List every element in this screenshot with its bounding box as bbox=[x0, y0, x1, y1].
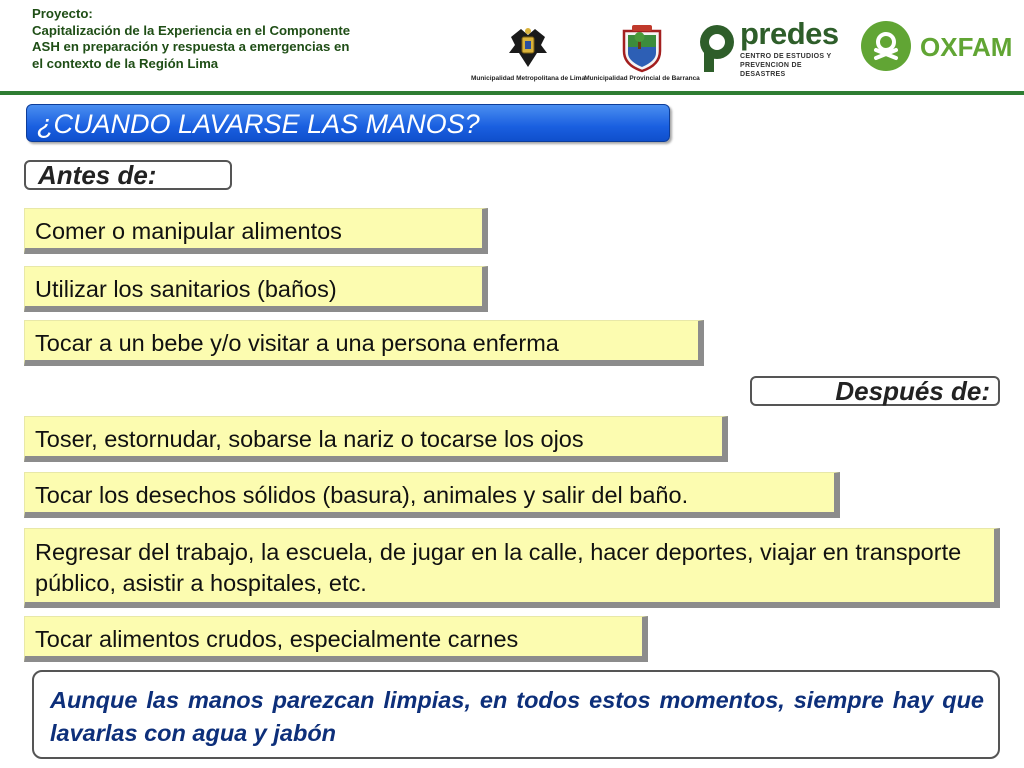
predes-name: predes bbox=[740, 16, 839, 51]
page-title: ¿CUANDO LAVARSE LAS MANOS? bbox=[26, 104, 670, 142]
reminder-note: Aunque las manos parezcan limpias, en todos estos momentos, siempre hay que lavarlas con agua y jabón bbox=[32, 670, 1000, 759]
before-item-eat: Comer o manipular alimentos bbox=[24, 208, 488, 254]
barranca-caption: Municipalidad Provincial de Barranca bbox=[584, 75, 700, 82]
barranca-logo bbox=[584, 20, 700, 82]
after-item-raw-food: Tocar alimentos crudos, especialmente carnes bbox=[24, 616, 648, 662]
before-item-baby: Tocar a un bebe y/o visitar a una persona enferma bbox=[24, 320, 704, 366]
after-item-cough: Toser, estornudar, sobarse la nariz o tocarse los ojos bbox=[24, 416, 728, 462]
after-item-waste: Tocar los desechos sólidos (basura), animales y salir del baño. bbox=[24, 472, 840, 518]
predes-logo bbox=[696, 16, 846, 78]
lima-logo bbox=[470, 20, 586, 82]
oxfam-logo bbox=[860, 20, 1020, 72]
project-description bbox=[32, 6, 432, 72]
predes-subtitle bbox=[740, 52, 846, 79]
barranca-shield-icon bbox=[618, 23, 666, 73]
project-line: el contexto de la Región Lima bbox=[32, 55, 219, 71]
predes-subtitle-line: PREVENCION DE DESASTRES bbox=[740, 62, 802, 78]
predes-subtitle-line: CENTRO DE ESTUDIOS Y bbox=[740, 53, 832, 60]
after-label: Después de: bbox=[750, 376, 1000, 406]
project-line: ASH en preparación y respuesta a emergencias en bbox=[32, 39, 350, 54]
lima-crest-icon bbox=[503, 23, 553, 73]
before-label: Antes de: bbox=[24, 160, 232, 190]
predes-mark-icon bbox=[696, 22, 738, 74]
oxfam-mark-icon bbox=[860, 20, 912, 72]
before-item-toilet: Utilizar los sanitarios (baños) bbox=[24, 266, 488, 312]
after-item-return: Regresar del trabajo, la escuela, de jugar en la calle, hacer deportes, viajar en transporte público, asistir a hospitales, etc. bbox=[24, 528, 1000, 608]
project-line: Capitalización de la Experiencia en el Componente bbox=[32, 22, 351, 38]
oxfam-name: OXFAM bbox=[920, 32, 1013, 62]
project-line: Proyecto: bbox=[32, 6, 93, 21]
header-divider bbox=[0, 91, 1024, 95]
lima-caption: Municipalidad Metropolitana de Lima bbox=[470, 75, 586, 82]
